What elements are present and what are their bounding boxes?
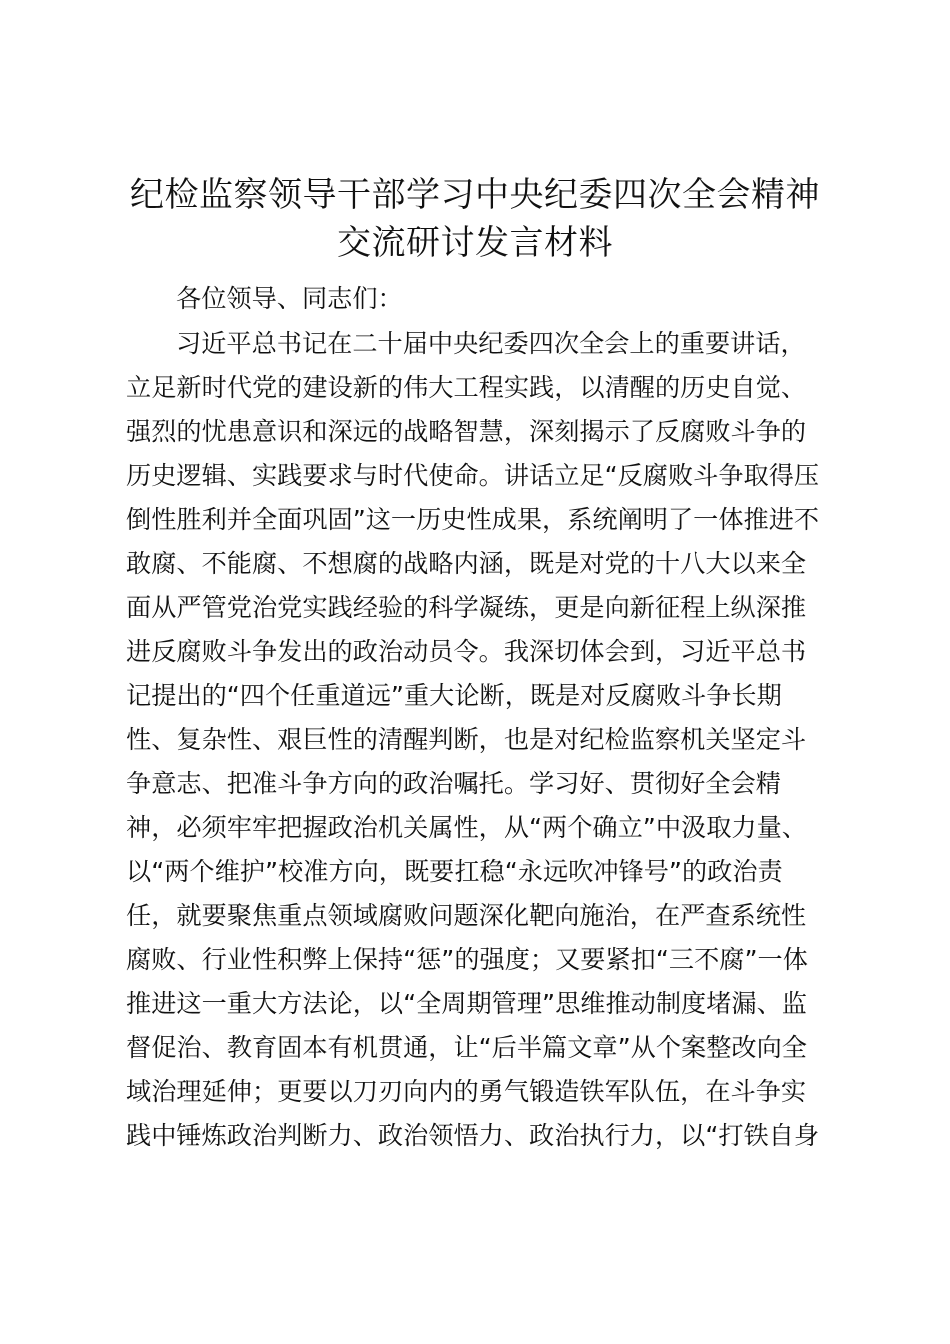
paragraph-line-18: 域治理延伸；更要以刀刃向内的勇气锻造铁军队伍，在斗争实 (126, 1077, 807, 1106)
paragraph-line-15: 腐败、行业性积弊上保持“惩”的强度；又要紧扣“三不腐”一体 (126, 945, 808, 974)
paragraph-line-13: 以“两个维护”校准方向，既要扛稳“永远吹冲锋号”的政治责 (126, 857, 783, 886)
paragraph-line-10: 性、复杂性、艰巨性的清醒判断，也是对纪检监察机关坚定斗 (126, 725, 807, 754)
paragraph-line-17: 督促治、教育固本有机贯通，让“后半篇文章”从个案整改向全 (126, 1033, 807, 1062)
document-title-line-2: 交流研讨发言材料 (337, 223, 613, 263)
paragraph-line-6: 敢腐、不能腐、不想腐的战略内涵，既是对党的十八大以来全 (126, 549, 807, 578)
document-title-line-1: 纪检监察领导干部学习中央纪委四次全会精神 (130, 175, 820, 215)
paragraph-line-5: 倒性胜利并全面巩固”这一历史性成果，系统阐明了一体推进不 (126, 505, 820, 534)
paragraph-line-8: 进反腐败斗争发出的政治动员令。我深切体会到，习近平总书 (126, 637, 807, 666)
paragraph-line-16: 推进这一重大方法论，以“全周期管理”思维推动制度堵漏、监 (126, 989, 807, 1018)
salutation: 各位领导、同志们： (176, 284, 403, 313)
paragraph-line-4: 历史逻辑、实践要求与时代使命。讲话立足“反腐败斗争取得压 (126, 461, 820, 490)
paragraph-line-2: 立足新时代党的建设新的伟大工程实践，以清醒的历史自觉、 (126, 373, 807, 402)
paragraph-line-11: 争意志、把准斗争方向的政治嘱托。学习好、贯彻好全会精 (126, 769, 781, 798)
paragraph-line-19: 践中锤炼政治判断力、政治领悟力、政治执行力，以“打铁自身 (126, 1121, 820, 1150)
paragraph-line-1: 习近平总书记在二十届中央纪委四次全会上的重要讲话， (176, 329, 806, 358)
paragraph-line-7: 面从严管党治党实践经验的科学凝练，更是向新征程上纵深推 (126, 593, 807, 622)
paragraph-line-9: 记提出的“四个任重道远”重大论断，既是对反腐败斗争长期 (126, 681, 782, 710)
paragraph-line-14: 任，就要聚焦重点领域腐败问题深化靶向施治，在严查系统性 (126, 901, 807, 930)
paragraph-line-12: 神，必须牢牢把握政治机关属性，从“两个确立”中汲取力量、 (126, 813, 807, 842)
paragraph-line-3: 强烈的忧患意识和深远的战略智慧，深刻揭示了反腐败斗争的 (126, 417, 807, 446)
